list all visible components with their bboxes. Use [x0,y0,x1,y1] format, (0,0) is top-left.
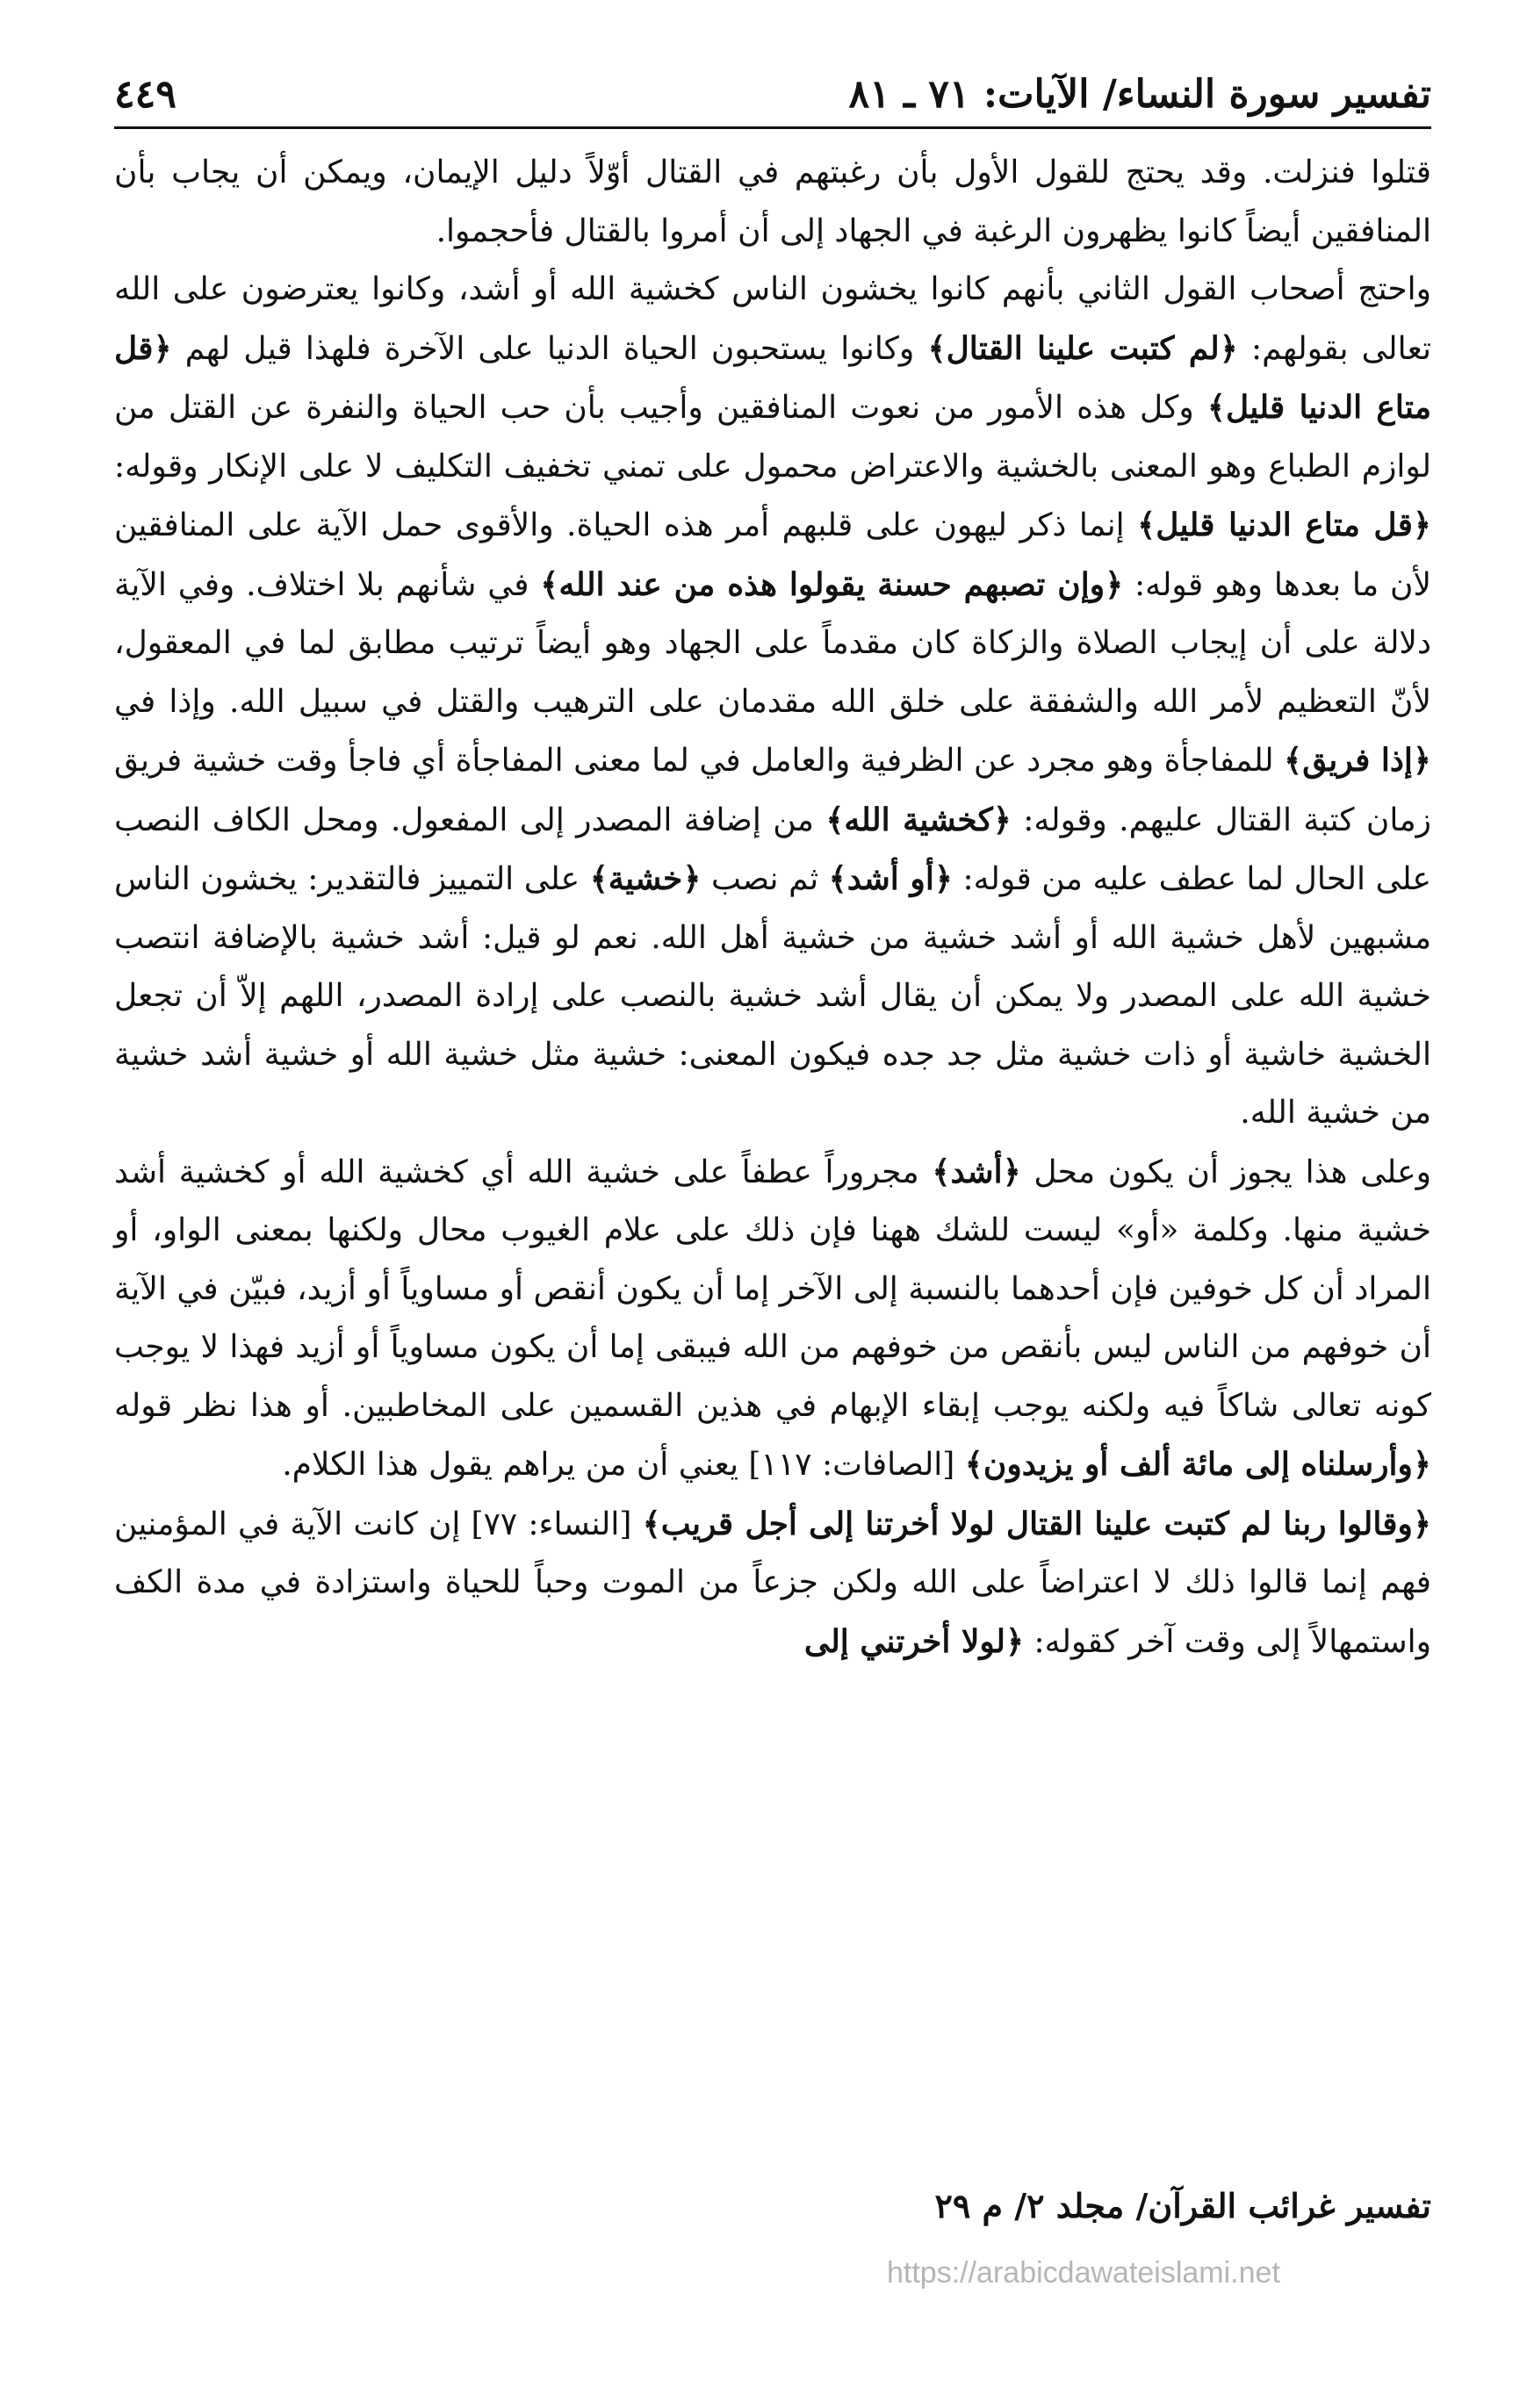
quran-quote: ﴿وأرسلناه إلى مائة ألف أو يزيدون﴾ [964,1446,1431,1483]
quran-quote: ﴿خشية﴾ [589,860,702,897]
body-paragraph [114,261,1431,1143]
commentary-text: من إضافة المصدر إلى المفعول. ومحل الكاف النصب على الحال لما عطف عليه من قوله: [114,801,1431,897]
quran-quote: ﴿إذا فريق﴾ [1284,742,1431,779]
quran-quote: ﴿لم كتبت علينا القتال﴾ [927,329,1238,367]
footer-signature: تفسير غرائب القرآن/ مجلد ٢/ م ٢٩ [934,2186,1431,2225]
commentary-text: في شأنهم بلا اختلاف. وفي الآية دلالة على أن إيجاب الصلاة والزكاة كان مقدماً على الجهاد وهو أيضاً ترتيب مطابق لما في المعقول، لأنّ التعظيم لأمر الله والشفقة على خلق الله مقدمان على الترهيب والقتل في سبيل الله. وإذا في [114,566,1431,720]
header-divider [114,126,1431,129]
body-paragraph [114,1143,1431,1495]
quran-quote: ﴿قل متاع الدنيا قليل﴾ [114,329,1431,426]
commentary-text: إنما ذكر ليهون على قلبهم أمر هذه الحياة. والأقوى حمل الآية على المنافقين لأن ما بعدها وهو قوله: [114,507,1431,603]
body-text [114,144,1431,1671]
commentary-text: قتلوا فنزلت. وقد يحتج للقول الأول بأن رغبتهم في القتال أوّلاً دليل الإيمان، ويمكن أن يجاب بأن المنافقين أيضاً كانوا يظهرون الرغبة في الجهاد إلى أن أمروا بالقتال فأحجموا. [114,155,1431,249]
commentary-text: [النساء: ٧٧] إن كانت الآية في المؤمنين فهم إنما قالوا ذلك لا اعتراضاً على الله ولكن جزعاً من الموت وحباً للحياة واستزادة في مدة الكف واستمهالاً إلى وقت آخر كقوله: [114,1506,1431,1660]
body-paragraph [114,1495,1431,1672]
quran-quote: ﴿وقالوا ربنا لم كتبت علينا القتال لولا أخرتنا إلى أجل قريب﴾ [642,1505,1431,1542]
commentary-text: وعلى هذا يجوز أن يكون محل [1020,1154,1432,1190]
commentary-text: واحتج أصحاب القول الثاني بأنهم كانوا يخشون الناس كخشية الله أو أشد، وكانوا يعترضون على الله تعالى بقولهم: [114,271,1431,367]
book-page [114,53,1431,2335]
page-number: ٤٤٩ [114,72,176,117]
watermark-url: https://arabicdawateislami.net [887,2256,1280,2289]
quran-quote: ﴿لولا أخرتني إلى [803,1622,1025,1660]
quran-quote: ﴿قل متاع الدنيا قليل﴾ [1137,507,1431,543]
quran-quote: ﴿أو أشد﴾ [828,860,953,897]
running-title: تفسير سورة النساء/ الآيات: ٧١ ـ ٨١ [848,72,1431,117]
commentary-text: للمفاجأة وهو مجرد عن الظرفية والعامل في لما معنى المفاجأة أي فاجأ وقت خشية فريق زمان كتبة القتال عليهم. وقوله: [114,743,1431,838]
commentary-text: على التمييز فالتقدير: يخشون الناس مشبهين لأهل خشية الله أو أشد خشية من خشية أهل الله. نعم لو قيل: أشد خشية بالإضافة انتصب خشية الله على المصدر ولا يمكن أن يقال أشد خشية بالنصب على إرادة المصدر، اللهم إلاّ أن تجعل الخشية خاشية أو ذات خشية مثل جد جده فيكون المعنى: خشية مثل خشية الله أو خشية أشد خشية من خشية الله. [114,861,1431,1131]
commentary-text: [الصافات: ١١٧] يعني أن من يراهم يقول هذا الكلام. [282,1447,965,1483]
commentary-text: ثم نصب [701,861,829,897]
commentary-text: مجروراً عطفاً على خشية الله أي كخشية الله أو كخشية أشد خشية منها. وكلمة «أو» ليست للشك ههنا فإن ذلك على علام الغيوب محال ولكنها بمعنى الواو، أو المراد أن كل خوفين فإن أحدهما بالنسبة إلى الآخر إما أن يكون أنقص أو مساوياً أو أزيد، فبيّن في الآية أن خوفهم من الناس ليس بأنقص من خوفهم من الله فيبقى إما أن يكون مساوياً أو أزيد فهذا لا يوجب كونه تعالى شاكاً فيه ولكنه يوجب إبقاء الإبهام في هذين القسمين على المخاطبين. أو هذا نظر قوله [114,1154,1431,1424]
quran-quote: ﴿كخشية الله﴾ [825,801,1012,838]
commentary-text: وكل هذه الأمور من نعوت المنافقين وأجيب بأن حب الحياة والنفرة عن القتل من لوازم الطباع وهو المعنى بالخشية والاعتراض محمول على تمني تخفيف التكليف لا على الإنكار وقوله: [114,390,1431,485]
page-header [114,53,1431,123]
commentary-text: وكانوا يستحبون الحياة الدنيا على الآخرة فلهذا قيل لهم [171,330,928,367]
quran-quote: ﴿أشد﴾ [932,1153,1021,1190]
quran-quote: ﴿وإن تصبهم حسنة يقولوا هذه من عند الله﴾ [540,565,1124,603]
body-paragraph [114,144,1431,261]
